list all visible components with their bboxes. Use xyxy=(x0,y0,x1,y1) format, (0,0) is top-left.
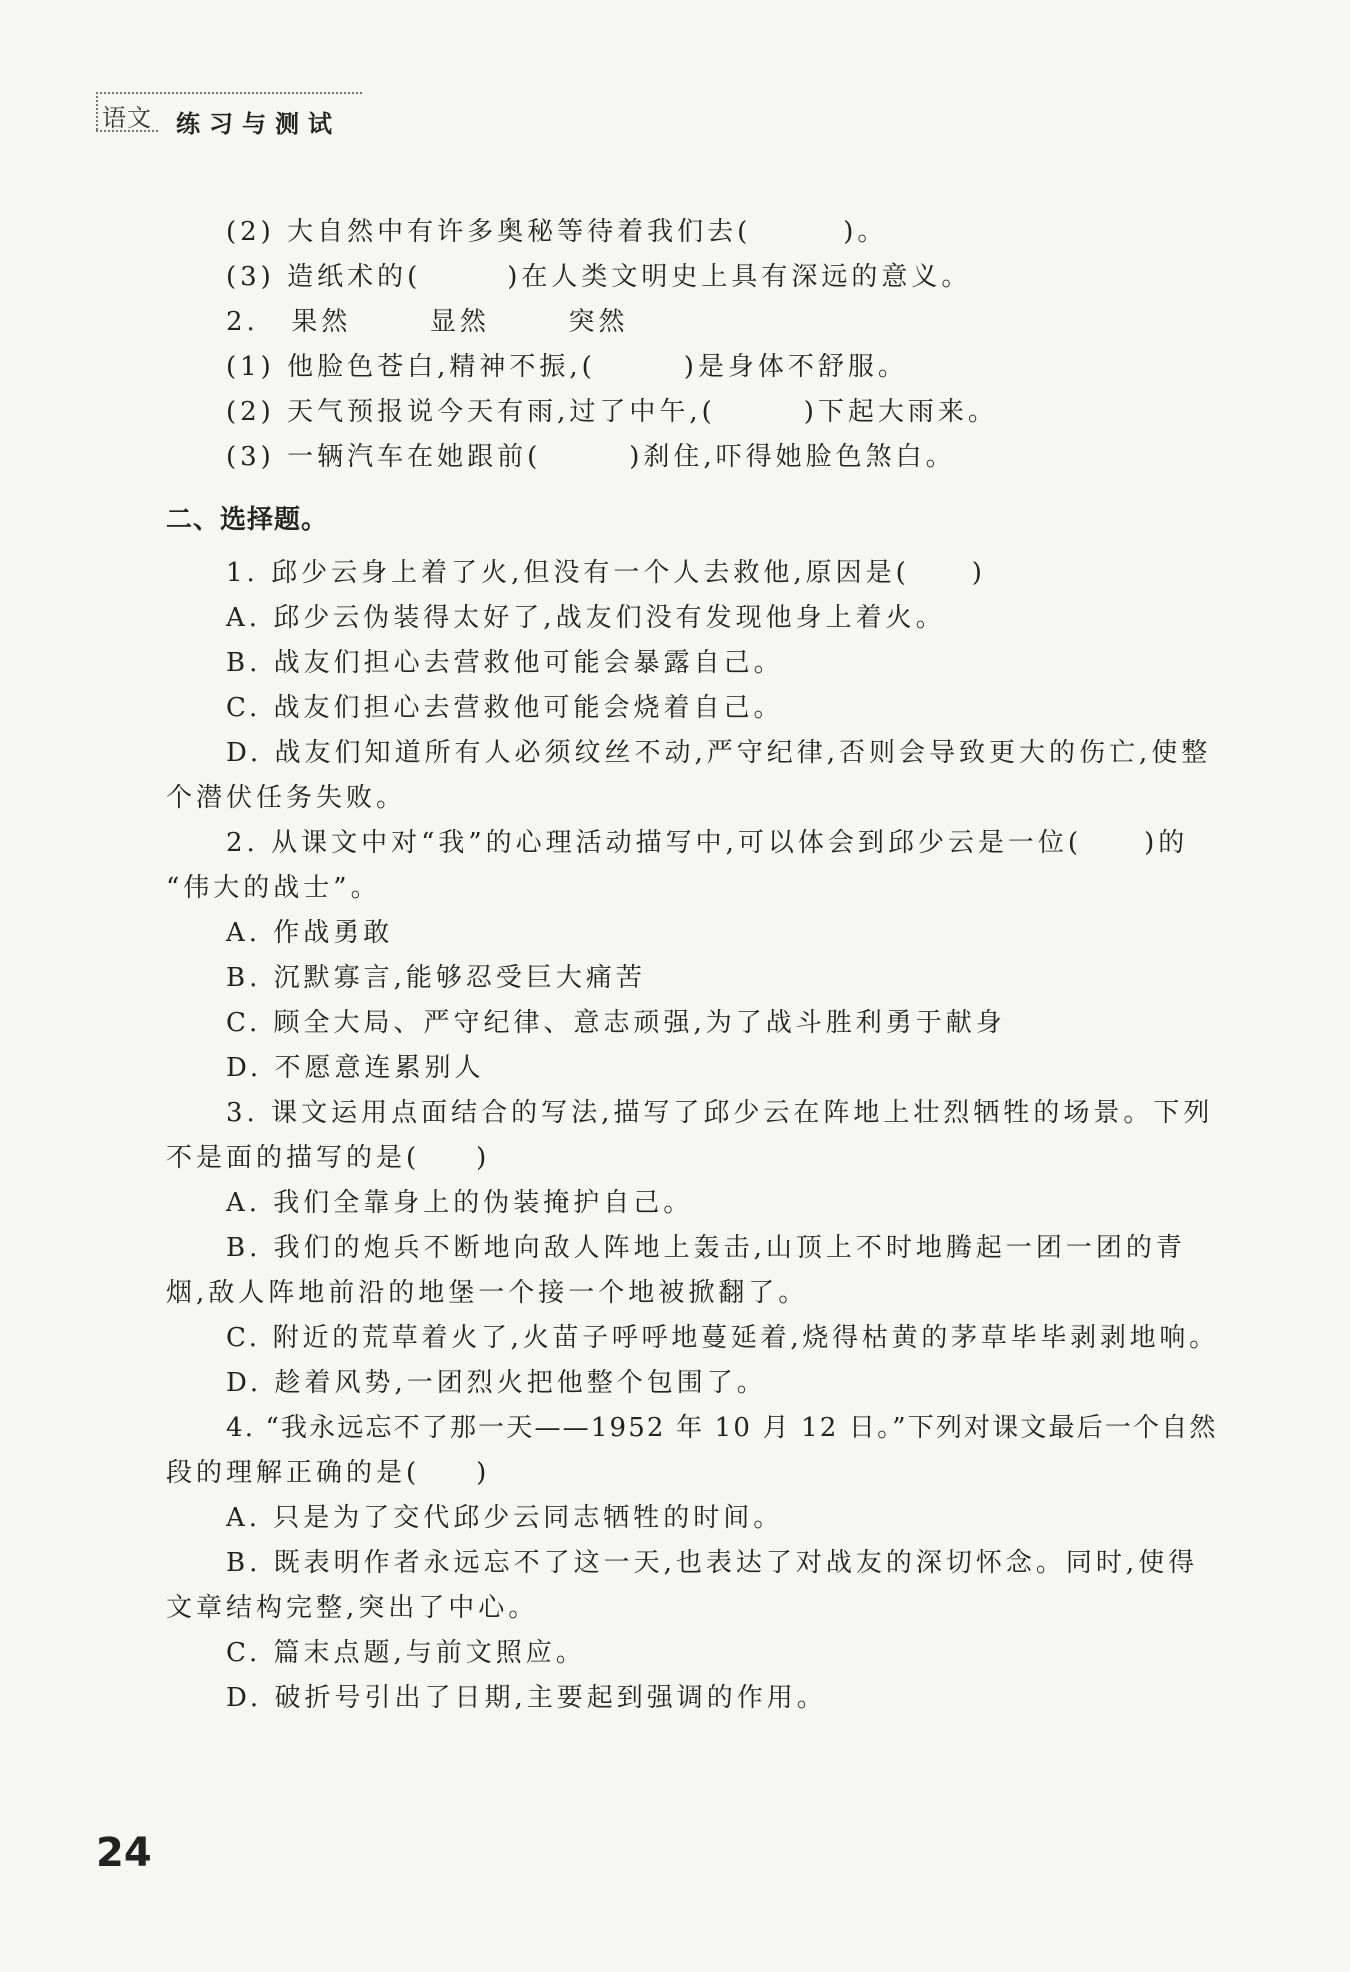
option-c: C. 附近的荒草着火了,火苗子呼呼地蔓延着,烧得枯黄的茅草毕毕剥剥地响。 xyxy=(226,1323,1219,1353)
question-stem-continued: “伟大的战士”。 xyxy=(166,873,381,903)
header-dotted-side xyxy=(96,92,98,130)
option-b-continued: 烟,敌人阵地前沿的地堡一个接一个地被掀翻了。 xyxy=(166,1278,809,1308)
option-c: C. 战友们担心去营救他可能会烧着自己。 xyxy=(226,693,784,723)
fill-item: (2) 天气预报说今天有雨,过了中午,( )下起大雨来。 xyxy=(226,397,998,427)
fill-item: (1) 他脸色苍白,精神不振,( )是身体不舒服。 xyxy=(226,352,908,382)
word-option: 果然 xyxy=(291,307,352,337)
header-subject: 语文 xyxy=(102,104,152,132)
page-number: 24 xyxy=(96,1830,152,1876)
header-title: 练习与测试 xyxy=(176,110,341,138)
option-a: A. 只是为了交代邱少云同志牺牲的时间。 xyxy=(226,1503,784,1533)
question-stem-continued: 不是面的描写的是( ) xyxy=(166,1143,491,1173)
fill-item: (2) 大自然中有许多奥秘等待着我们去( )。 xyxy=(226,217,888,247)
option-b: B. 既表明作者永远忘不了这一天,也表达了对战友的深切怀念。同时,使得 xyxy=(226,1548,1199,1578)
page-content xyxy=(166,210,1226,1721)
option-c: C. 篇末点题,与前文照应。 xyxy=(226,1638,586,1668)
option-b-continued: 文章结构完整,突出了中心。 xyxy=(166,1593,539,1623)
word-group xyxy=(166,300,1226,345)
option-a: A. 我们全靠身上的伪装掩护自己。 xyxy=(226,1188,694,1218)
header-dotted-rule xyxy=(96,92,362,94)
question-stem: 4. “我永远忘不了那一天——1952 年 10 月 12 日。”下列对课文最后一个自然 xyxy=(226,1413,1218,1443)
fill-item: (3) 造纸术的( )在人类文明史上具有深远的意义。 xyxy=(226,262,972,292)
option-d: D. 破折号引出了日期,主要起到强调的作用。 xyxy=(226,1683,827,1713)
question-stem: 3. 课文运用点面结合的写法,描写了邱少云在阵地上壮烈牺牲的场景。下列 xyxy=(226,1098,1214,1128)
fill-item: (3) 一辆汽车在她跟前( )刹住,吓得她脸色煞白。 xyxy=(226,442,956,472)
word-group-number: 2. xyxy=(226,307,259,337)
word-option: 显然 xyxy=(429,307,490,337)
option-d: D. 不愿意连累别人 xyxy=(226,1053,485,1083)
option-c: C. 顾全大局、严守纪律、意志顽强,为了战斗胜利勇于献身 xyxy=(226,1008,1006,1038)
option-d-continued: 个潜伏任务失败。 xyxy=(166,783,407,813)
option-d: D. 趁着风势,一团烈火把他整个包围了。 xyxy=(226,1368,767,1398)
question-stem-continued: 段的理解正确的是( ) xyxy=(166,1458,491,1488)
option-b: B. 沉默寡言,能够忍受巨大痛苦 xyxy=(226,963,646,993)
question-stem: 1. 邱少云身上着了火,但没有一个人去救他,原因是( ) xyxy=(226,558,986,588)
option-d: D. 战友们知道所有人必须纹丝不动,严守纪律,否则会导致更大的伤亡,使整 xyxy=(226,738,1212,768)
option-b: B. 战友们担心去营救他可能会暴露自己。 xyxy=(226,648,784,678)
word-option: 突然 xyxy=(568,307,629,337)
question-stem: 2. 从课文中对“我”的心理活动描写中,可以体会到邱少云是一位( )的 xyxy=(226,828,1189,858)
section-title: 二、选择题。 xyxy=(166,505,329,535)
page-header xyxy=(96,92,366,140)
option-b: B. 我们的炮兵不断地向敌人阵地上轰击,山顶上不时地腾起一团一团的青 xyxy=(226,1233,1186,1263)
option-a: A. 邱少云伪装得太好了,战友们没有发现他身上着火。 xyxy=(226,603,946,633)
option-a: A. 作战勇敢 xyxy=(226,918,394,948)
